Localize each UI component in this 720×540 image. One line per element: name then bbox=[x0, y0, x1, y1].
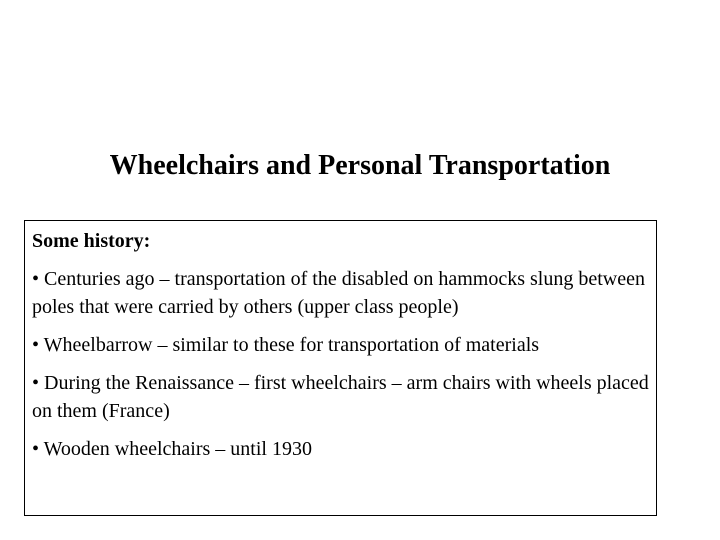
slide-title: Wheelchairs and Personal Transportation bbox=[109, 150, 611, 181]
bullet-item: • Centuries ago – transportation of the disabled on hammocks slung between poles that were carried by others (upper class people) bbox=[32, 268, 645, 318]
bullet-item: • Wheelbarrow – similar to these for transportation of materials bbox=[32, 334, 540, 356]
bullet-item: • During the Renaissance – first wheelchairs – arm chairs with wheels placed on them (France) bbox=[32, 372, 649, 422]
content-box bbox=[24, 220, 657, 516]
section-heading: Some history: bbox=[32, 230, 151, 252]
bullet-item: • Wooden wheelchairs – until 1930 bbox=[32, 438, 312, 460]
